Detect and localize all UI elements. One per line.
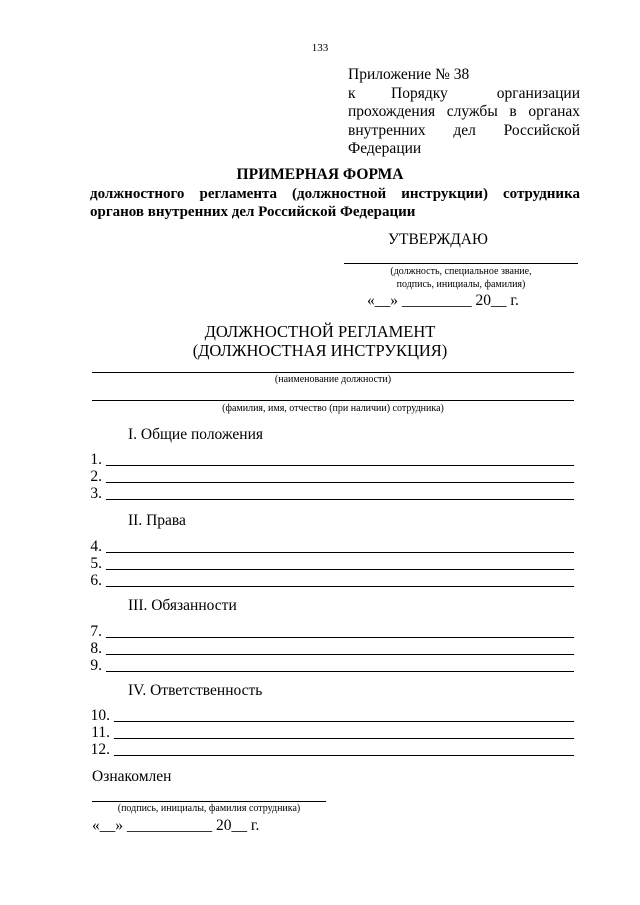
employee-caption: (фамилия, имя, отчество (при наличии) сотрудника) [222,403,444,414]
document-title [0,322,640,360]
section-heading-responsibility: IV. Ответственность [128,682,263,699]
item-line[interactable] [106,465,574,466]
acknowledgement-date: «__» ___________ 20__ г. [92,817,260,834]
approval-caption-line-1: (должность, специальное звание, [390,266,532,277]
employee-name-line[interactable] [92,400,574,401]
section-heading-duties: III. Обязанности [128,597,237,614]
position-line[interactable] [92,372,574,373]
section-heading-rights: II. Права [128,512,186,529]
approval-caption-line-2: подпись, инициалы, фамилия) [396,279,526,290]
item-number: 9. [90,657,102,674]
item-line[interactable] [114,721,574,722]
appendix-line-2-k: к [348,84,356,102]
appendix-line-5: Федерации [348,140,422,157]
appendix-line-3: прохождения службы в органах [348,103,580,120]
item-number: 2. [90,468,102,485]
item-number: 8. [90,640,102,657]
page-number: 133 [311,42,329,54]
item-line[interactable] [106,586,574,587]
section-heading-general: I. Общие положения [128,426,264,443]
item-line[interactable] [106,654,574,655]
item-number: 1. [90,451,102,468]
item-line[interactable] [106,671,574,672]
item-number: 6. [90,572,102,589]
item-number: 3. [90,485,102,502]
item-number: 11. [91,724,110,741]
approval-signature-line[interactable] [344,263,578,264]
item-line[interactable] [106,499,574,500]
approval-label: УТВЕРЖДАЮ [388,231,488,248]
form-subtitle-line-1: должностного регламента (должностной инструкции) сотрудника [90,186,580,202]
appendix-line-2-rest: Порядку организации [391,84,580,102]
item-number: 5. [90,555,102,572]
item-line[interactable] [106,482,574,483]
approval-caption [344,265,578,291]
appendix-line-2 [348,85,580,104]
item-line[interactable] [106,637,574,638]
item-line[interactable] [114,738,574,739]
position-caption: (наименование должности) [274,374,392,385]
item-number: 12. [90,741,110,758]
item-line[interactable] [114,755,574,756]
appendix-line-1: Приложение № 38 [348,66,470,83]
item-number: 10. [90,707,110,724]
acknowledgement-label: Ознакомлен [92,768,172,785]
item-line[interactable] [106,569,574,570]
acknowledgement-caption: (подпись, инициалы, фамилия сотрудника) [117,803,301,814]
appendix-note [348,66,580,159]
approval-date: «__» _________ 20__ г. [367,292,519,309]
document-title-line-1: ДОЛЖНОСТНОЙ РЕГЛАМЕНТ [204,322,436,341]
item-line[interactable] [106,552,574,553]
form-subtitle [90,186,580,221]
form-subtitle-line-2: органов внутренних дел Российской Федерации [90,203,416,220]
item-number: 7. [90,623,102,640]
form-title: ПРИМЕРНАЯ ФОРМА [236,166,404,183]
document-title-line-2: (ДОЛЖНОСТНАЯ ИНСТРУКЦИЯ) [192,341,448,360]
appendix-line-4: внутренних дел Российской [348,121,580,139]
item-number: 4. [90,538,102,555]
acknowledgement-signature-line[interactable] [92,801,326,802]
